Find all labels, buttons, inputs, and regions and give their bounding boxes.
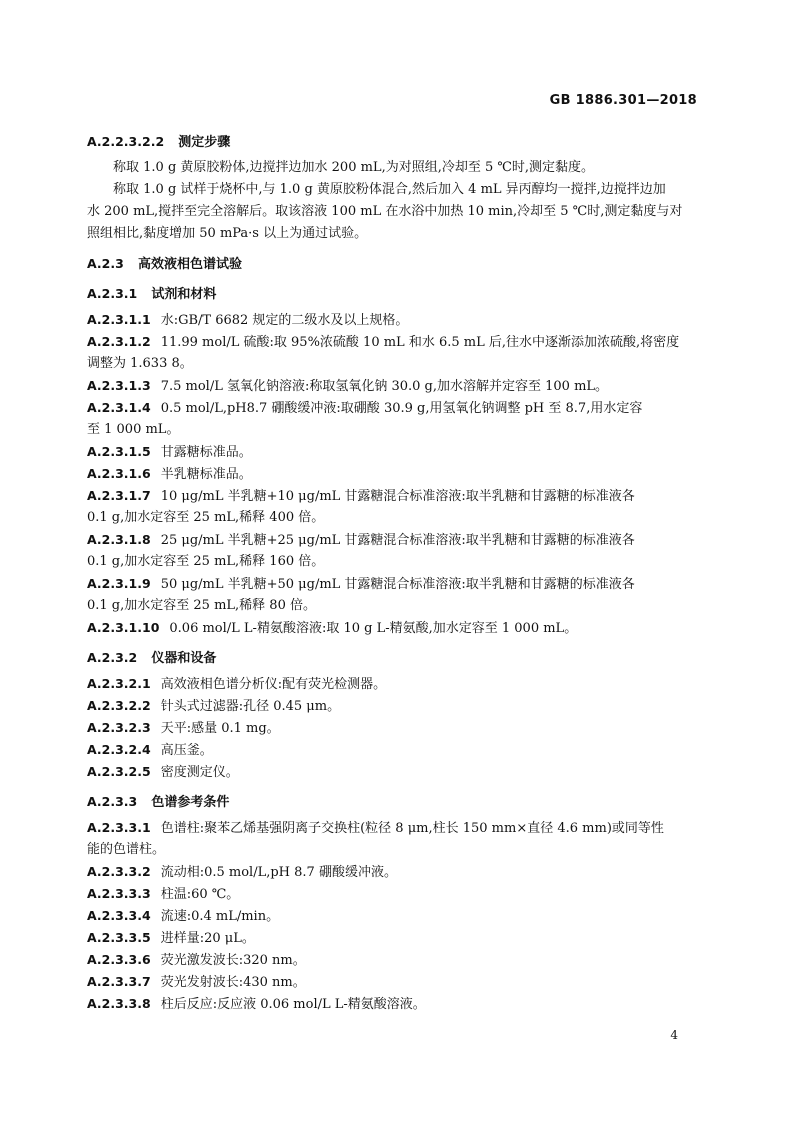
clause-line <box>87 927 699 949</box>
equipment-list <box>87 673 699 783</box>
clause-text: 10 μg/mL 半乳糖+10 μg/mL 甘露糖混合标准溶液:取半乳糖和甘露糖的标准液各 <box>160 489 635 504</box>
clause-number: A.2.3.2.4 <box>87 742 151 757</box>
clause-line <box>87 739 699 761</box>
clause-number: A.2.3.1.8 <box>87 532 151 547</box>
heading-title: 色谱参考条件 <box>151 795 230 810</box>
clause-number: A.2.3.1.9 <box>87 576 151 591</box>
clause-line <box>87 761 699 783</box>
clause-number: A.2.3.2.1 <box>87 676 151 691</box>
clause-line: 至 1 000 mL。 <box>87 422 180 437</box>
clause-number: A.2.3.1.3 <box>87 378 151 393</box>
clause-number: A.2.3.1.1 <box>87 312 151 327</box>
clause-number: A.2.3.3.4 <box>87 908 151 923</box>
paragraph-line: 照组相比,黏度增加 50 mPa·s 以上为通过试验。 <box>87 226 368 241</box>
clause-text: 甘露糖标准品。 <box>160 445 252 460</box>
clause-number: A.2.3.2.3 <box>87 720 151 735</box>
clause-text: 针头式过滤器:孔径 0.45 μm。 <box>160 699 341 714</box>
clause-number: A.2.3.1.2 <box>87 334 151 349</box>
clause-text: 11.99 mol/L 硫酸:取 95%浓硫酸 10 mL 和水 6.5 mL 后,往水中逐渐添加浓硫酸,将密度 <box>160 335 680 350</box>
clause-line: 0.1 g,加水定容至 25 mL,稀释 160 倍。 <box>87 554 325 569</box>
clause-line <box>87 463 699 485</box>
heading-a232 <box>87 647 699 669</box>
clause-text: 50 μg/mL 半乳糖+50 μg/mL 甘露糖混合标准溶液:取半乳糖和甘露糖的标准液各 <box>160 577 635 592</box>
clause-line: 调整为 1.633 8。 <box>87 356 193 371</box>
heading-a23 <box>87 253 699 275</box>
heading-number: A.2.3 <box>87 256 124 271</box>
clause-line <box>87 971 699 993</box>
clause-text: 流速:0.4 mL/min。 <box>160 909 280 924</box>
clause-text: 高效液相色谱分析仪:配有荧光检测器。 <box>160 677 387 692</box>
clause-line <box>87 331 699 353</box>
clause-line <box>87 375 699 397</box>
clause-number: A.2.3.3.2 <box>87 864 151 879</box>
heading-a231 <box>87 283 699 305</box>
heading-number: A.2.3.3 <box>87 794 138 809</box>
clause-number: A.2.3.1.7 <box>87 488 151 503</box>
heading-title: 高效液相色谱试验 <box>137 257 242 272</box>
clause-number: A.2.3.3.7 <box>87 974 151 989</box>
clause-number: A.2.3.1.6 <box>87 466 151 481</box>
clause-line <box>87 817 699 839</box>
heading-number: A.2.2.3.2.2 <box>87 134 165 149</box>
heading-a22232 <box>87 131 699 153</box>
heading-a233 <box>87 791 699 813</box>
clause-line <box>87 993 699 1015</box>
clause-line <box>87 905 699 927</box>
clause-text: 7.5 mol/L 氢氧化钠溶液:称取氢氧化钠 30.0 g,加水溶解并定容至 100 mL。 <box>160 379 609 394</box>
standard-number: GB 1886.301—2018 <box>549 93 697 108</box>
clause-text: 25 μg/mL 半乳糖+25 μg/mL 甘露糖混合标准溶液:取半乳糖和甘露糖的标准液各 <box>160 533 635 548</box>
clause-line <box>87 695 699 717</box>
clause-line <box>87 485 699 507</box>
clause-text: 进样量:20 μL。 <box>160 931 255 946</box>
paragraph-line: 称取 1.0 g 试样于烧杯中,与 1.0 g 黄原胶粉体混合,然后加入 4 mL 异丙醇均一搅拌,边搅拌边加 <box>113 182 666 197</box>
clause-line <box>87 397 699 419</box>
paragraph-line: 水 200 mL,搅拌至完全溶解后。取该溶液 100 mL 在水浴中加热 10 min,冷却至 5 ℃时,测定黏度与对 <box>87 204 683 219</box>
clause-line <box>87 309 699 331</box>
chromatography-conditions-list <box>87 817 699 1015</box>
heading-title: 试剂和材料 <box>151 287 217 302</box>
clause-number: A.2.3.2.5 <box>87 764 151 779</box>
clause-line <box>87 861 699 883</box>
clause-line: 0.1 g,加水定容至 25 mL,稀释 400 倍。 <box>87 510 325 525</box>
heading-number: A.2.3.1 <box>87 286 138 301</box>
clause-number: A.2.3.3.6 <box>87 952 151 967</box>
clause-text: 高压釜。 <box>160 743 213 758</box>
clause-line <box>87 883 699 905</box>
clause-text: 荧光发射波长:430 nm。 <box>160 975 306 990</box>
clause-text: 半乳糖标准品。 <box>160 467 252 482</box>
paragraph-line: 称取 1.0 g 黄原胶粉体,边搅拌边加水 200 mL,为对照组,冷却至 5 ℃时,测定黏度。 <box>113 160 595 175</box>
clause-text: 流动相:0.5 mol/L,pH 8.7 硼酸缓冲液。 <box>160 865 397 880</box>
clause-text: 0.5 mol/L,pH8.7 硼酸缓冲液:取硼酸 30.9 g,用氢氧化钠调整 pH 至 8.7,用水定容 <box>160 401 643 416</box>
clause-number: A.2.3.1.5 <box>87 444 151 459</box>
clause-text: 柱后反应:反应液 0.06 mol/L L-精氨酸溶液。 <box>160 997 426 1012</box>
heading-number: A.2.3.2 <box>87 650 138 665</box>
clause-text: 色谱柱:聚苯乙烯基强阴离子交换柱(粒径 8 μm,柱长 150 mm×直径 4.6 mm)或同等性 <box>160 821 664 836</box>
clause-line <box>87 573 699 595</box>
clause-number: A.2.3.3.8 <box>87 996 151 1011</box>
clause-text: 密度测定仪。 <box>160 765 239 780</box>
clause-line <box>87 949 699 971</box>
clause-text: 柱温:60 ℃。 <box>160 887 240 902</box>
clause-number: A.2.3.1.4 <box>87 400 151 415</box>
page-number: 4 <box>670 1028 678 1042</box>
heading-title: 测定步骤 <box>178 135 231 150</box>
clause-text: 天平:感量 0.1 mg。 <box>160 721 280 736</box>
clause-line <box>87 441 699 463</box>
clause-text: 水:GB/T 6682 规定的二级水及以上规格。 <box>160 313 409 328</box>
clause-line: 能的色谱柱。 <box>87 842 166 857</box>
clause-number: A.2.3.1.10 <box>87 620 160 635</box>
main-content <box>87 131 699 1015</box>
clause-line <box>87 529 699 551</box>
clause-number: A.2.3.3.1 <box>87 820 151 835</box>
clause-line <box>87 617 699 639</box>
clause-number: A.2.3.2.2 <box>87 698 151 713</box>
heading-title: 仪器和设备 <box>151 651 217 666</box>
clause-line: 0.1 g,加水定容至 25 mL,稀释 80 倍。 <box>87 598 316 613</box>
clause-line <box>87 717 699 739</box>
clause-text: 0.06 mol/L L-精氨酸溶液:取 10 g L-精氨酸,加水定容至 1 000 mL。 <box>169 621 578 636</box>
clause-number: A.2.3.3.5 <box>87 930 151 945</box>
reagent-list <box>87 309 699 639</box>
clause-line <box>87 673 699 695</box>
clause-text: 荧光激发波长:320 nm。 <box>160 953 306 968</box>
clause-number: A.2.3.3.3 <box>87 886 151 901</box>
